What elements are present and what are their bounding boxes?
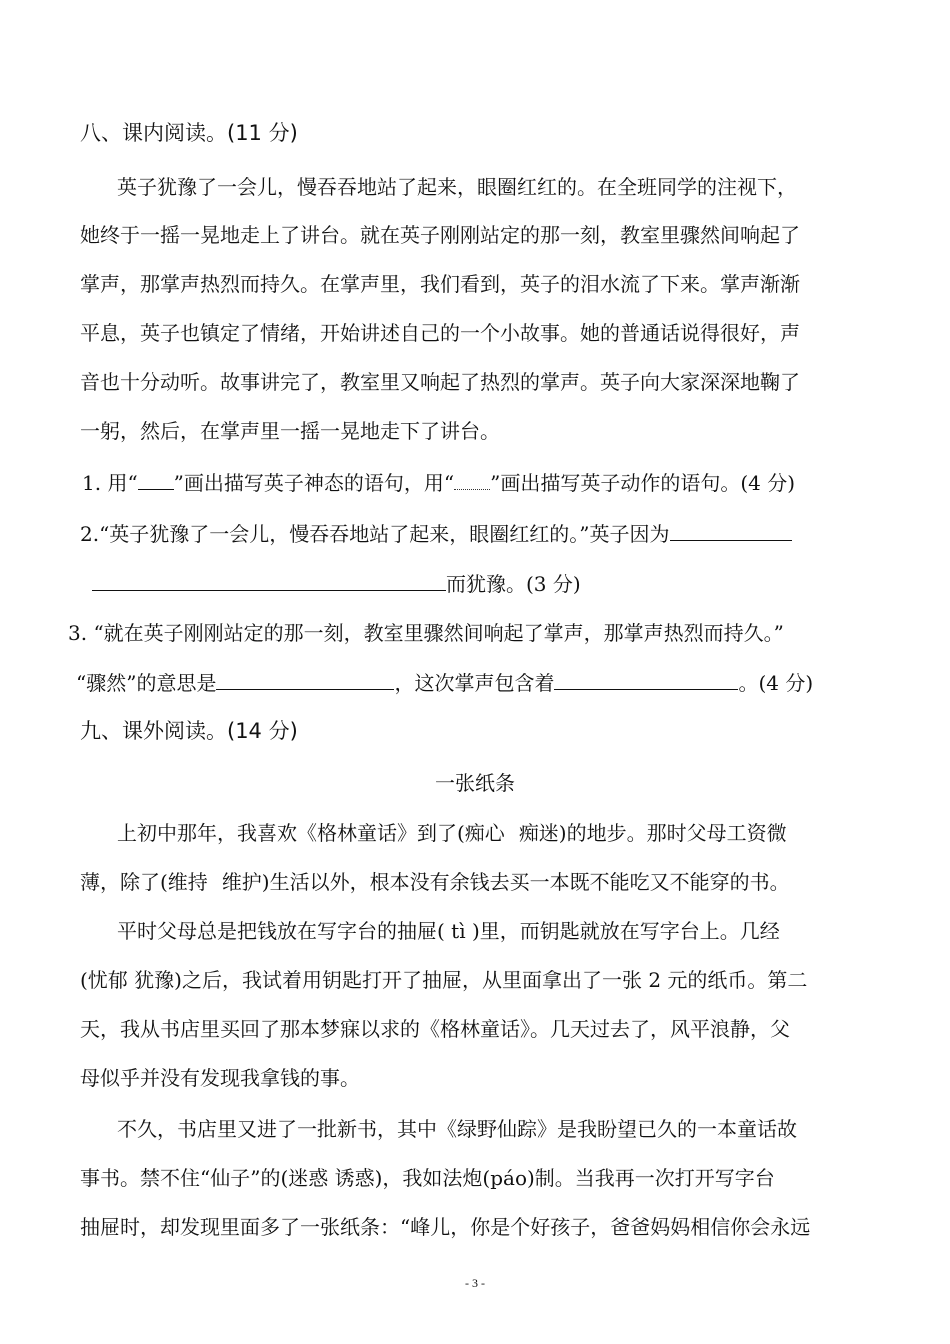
p1-line2-text-a: 薄，除了(维持 [80, 870, 208, 894]
q2-answer-blank-1[interactable] [670, 520, 792, 541]
passage-line: 她终于一摇一晃地走上了讲台。就在英子刚刚站定的那一刻，教室里骤然间响起了 [80, 223, 800, 247]
section-9-heading: 九、课外阅读。(14 分) [80, 719, 298, 743]
question-2 [80, 520, 792, 547]
q3-answer-blank-1[interactable] [216, 669, 394, 690]
q1-text-a: 1. 用“ [82, 471, 138, 495]
question-3: 3. “就在英子刚刚站定的那一刻，教室里骤然间响起了掌声，那掌声热烈而持久。” [68, 621, 784, 645]
q2-answer-blank-2[interactable] [92, 570, 446, 591]
story-title: 一张纸条 [435, 771, 515, 795]
q3-answer-blank-2[interactable] [554, 669, 738, 690]
q3-text-a: “骤然”的意思是 [76, 671, 217, 695]
q3-text-b: ，这次掌声包含着 [394, 671, 555, 695]
story-line: 母似乎并没有发现我拿钱的事。 [80, 1066, 360, 1090]
passage-line: 音也十分动听。故事讲完了，教室里又响起了热烈的掌声。英子向大家深深地鞠了 [80, 370, 800, 394]
p1-text-b: 痴迷)的地步。那时父母工资微 [518, 821, 787, 845]
passage-line: 掌声，那掌声热烈而持久。在掌声里，我们看到，英子的泪水流了下来。掌声渐渐 [80, 272, 800, 296]
wavy-underline-sample [454, 471, 490, 490]
passage-line: 一躬，然后，在掌声里一摇一晃地走下了讲台。 [80, 419, 500, 443]
story-paragraph-1 [117, 820, 787, 846]
story-line: 不久，书店里又进了一批新书，其中《绿野仙踪》是我盼望已久的一本童话故 [117, 1117, 797, 1141]
p1-line2-text-b: 维护)生活以外，根本没有余钱去买一本既不能吃又不能穿的书。 [221, 870, 790, 894]
question-2-line-2 [92, 570, 581, 597]
story-line: 天，我从书店里买回了那本梦寐以求的《格林童话》。几天过去了，风平浪静，父 [80, 1017, 790, 1041]
story-line: 平时父母总是把钱放在写字台的抽屉( tì )里，而钥匙就放在写字台上。几经 [117, 919, 780, 943]
q1-text-b: ”画出描写英子神态的语句，用“ [173, 471, 455, 495]
p1-text-a: 上初中那年，我喜欢《格林童话》到了(痴心 [117, 821, 505, 845]
q1-text-c: ”画出描写英子动作的语句。(4 分) [490, 471, 796, 495]
question-3-line-2 [76, 669, 813, 696]
q2-text-end: 而犹豫。(3 分) [446, 572, 581, 596]
passage-line: 英子犹豫了一会儿，慢吞吞地站了起来，眼圈红红的。在全班同学的注视下， [117, 175, 797, 199]
q2-text: 2.“英子犹豫了一会儿，慢吞吞地站了起来，眼圈红红的。”英子因为 [80, 522, 670, 546]
story-line: 抽屉时，却发现里面多了一张纸条：“峰儿，你是个好孩子，爸爸妈妈相信你会永远 [80, 1215, 811, 1239]
question-1 [82, 469, 795, 496]
page-number: - 3 - [465, 1276, 485, 1290]
story-line: 事书。禁不住“仙子”的(迷惑 诱惑)，我如法炮(páo)制。当我再一次打开写字台 [80, 1166, 775, 1190]
straight-underline-sample [138, 469, 174, 490]
section-8-heading: 八、课内阅读。(11 分) [80, 121, 298, 145]
story-paragraph-1-line-2 [80, 869, 790, 895]
passage-line: 平息，英子也镇定了情绪，开始讲述自己的一个小故事。她的普通话说得很好，声 [80, 321, 800, 345]
q3-text-c: 。(4 分) [738, 671, 814, 695]
story-line: (忧郁 犹豫)之后，我试着用钥匙打开了抽屉，从里面拿出了一张 2 元的纸币。第二 [80, 968, 808, 992]
